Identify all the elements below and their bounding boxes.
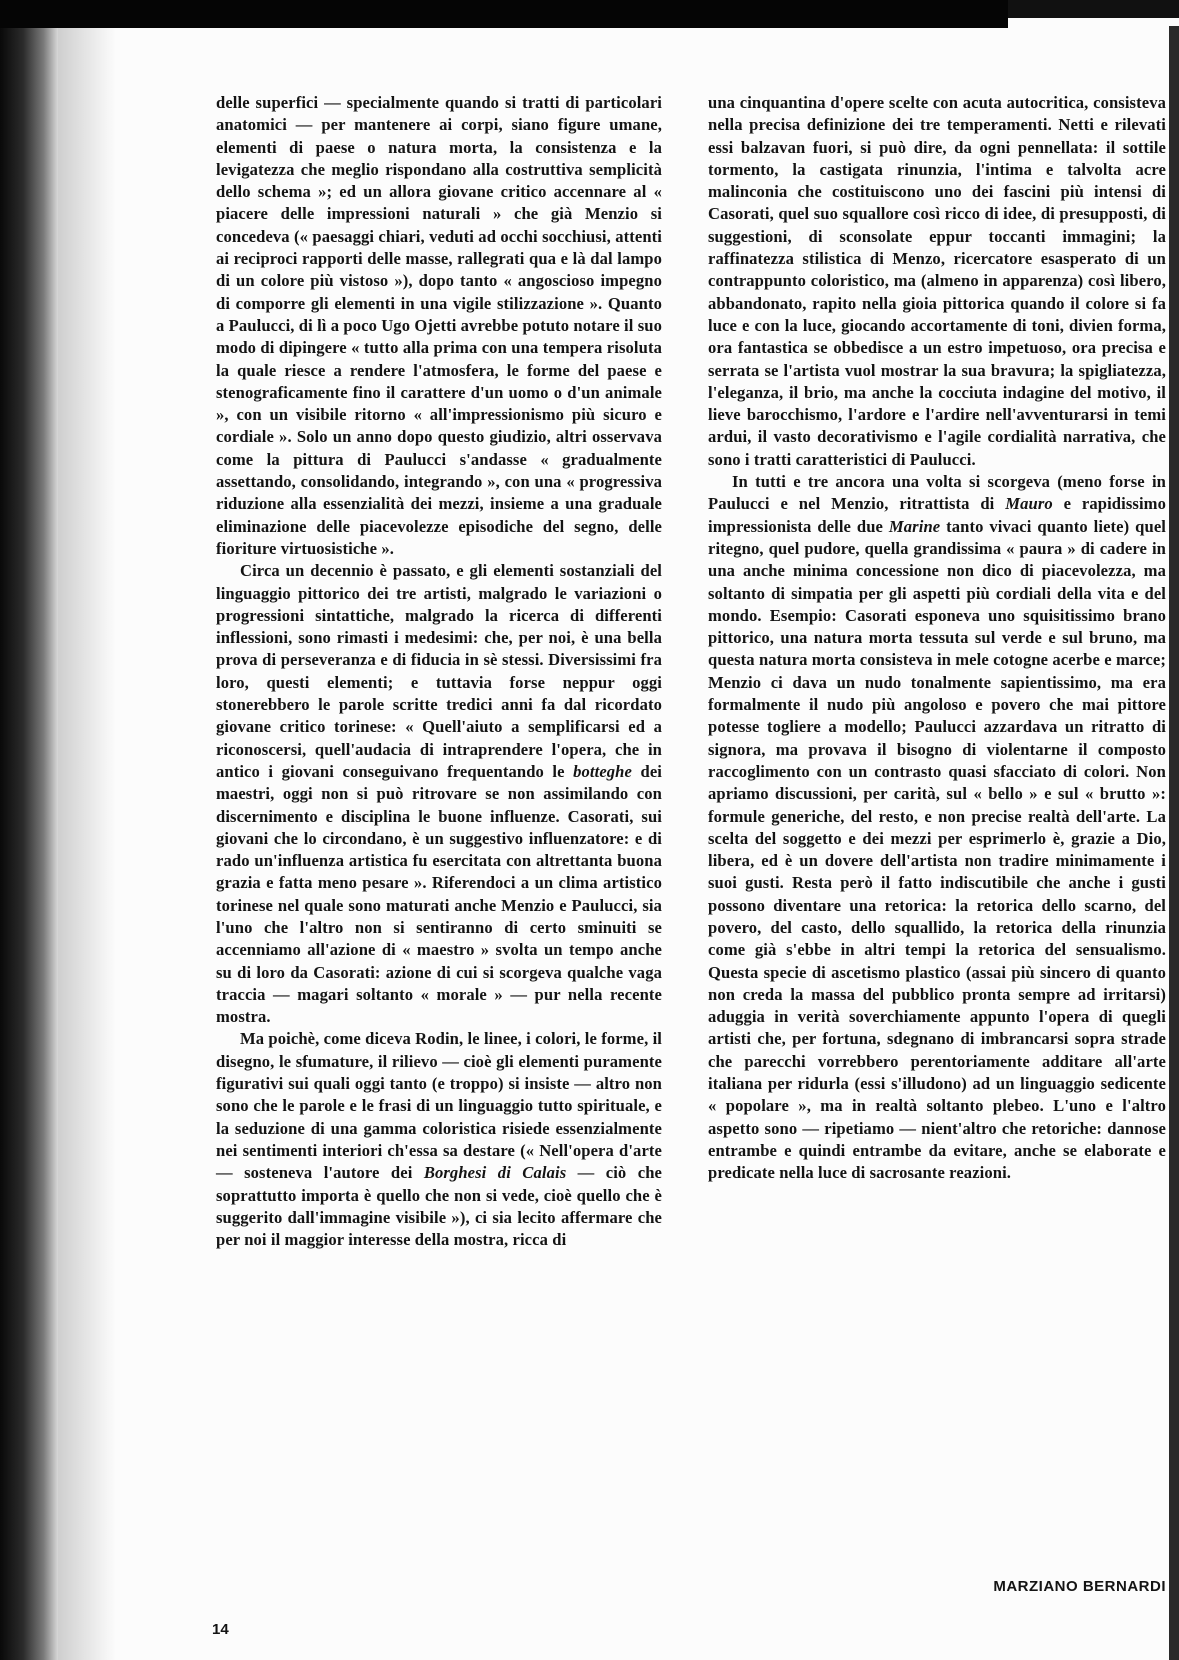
book-gutter-shadow xyxy=(0,28,58,1660)
left-text-column xyxy=(216,92,662,1251)
paragraph-text: Ma poichè, come diceva Rodin, le linee, i colori, le forme, il disegno, le sfumature, il rilievo — cioè gli elementi puramente figurativi sui quali oggi tanto (e troppo) si insiste — altro non sono che le parole e le frasi di un linguaggio tutto spirituale, e la seduzione di una gamma coloristica risiede essenzialmente nei sentimenti interiori ch'essa sa destare (« Nell'opera d'arte — sosteneva l'autore dei xyxy=(216,1029,662,1183)
italic-title: Borghesi di Calais xyxy=(423,1163,567,1183)
right-text-column xyxy=(708,92,1166,1185)
book-gutter-gradient xyxy=(58,28,116,1660)
paragraph xyxy=(708,471,1166,1185)
paragraph-text: — ciò che soprattutto importa è quello che non si vede, cioè quello che è suggerito dall'immagine visibile »), ci sia lecito affermare che per noi il maggior interesse della mostra, ricca di xyxy=(216,1163,662,1250)
italic-term: botteghe xyxy=(573,761,632,781)
paragraph-text: In tutti e tre ancora una volta si scorgeva (meno forse in Paulucci e nel Menzio, ritrattista di xyxy=(708,472,1166,514)
italic-title: Mauro xyxy=(1005,494,1053,514)
scan-top-border xyxy=(0,0,1008,28)
paragraph xyxy=(708,92,1166,471)
paragraph-text: dei maestri, oggi non si può ritrovare se non assimilando con discernimento e disciplina le buone influenze. Casorati, sui giovani che lo circondano, è un suggestivo influenzatore: e di rado un'influenza artistica fu esercitata con altrettanta buona grazia e fatta meno pesare ». Riferendoci a un clima artistico torinese nel quale sono maturati anche Menzio e Paulucci, sia l'uno che l'altro non si sentiranno di certo sminuiti se accenniamo all'azione di « maestro » svolta un tempo anche su di loro da Casorati: azione di cui si scorgeva qualche vaga traccia — magari soltanto « morale » — pur nella recente mostra. xyxy=(216,761,662,1027)
page-number: 14 xyxy=(212,1621,229,1638)
paragraph-text: e rapidissimo impressionista delle due xyxy=(708,494,1166,536)
paragraph xyxy=(216,92,662,560)
italic-title: Marine xyxy=(888,516,941,536)
paragraph-text: tanto vivaci quanto liete) quel ritegno, quel pudore, quella grandissima « paura » di cadere in una anche minima concessione non dico di piacevolezza, ma soltanto di simpatia per gli aspetti più cordiali della vita e del mondo. Esempio: Casorati esponeva uno squisitissimo brano pittorico, una natura morta tessuta sul verde e sul bruno, ma questa natura morta consisteva in mele cotogne acerbe e marce; Menzio ci dava un nudo tonalmente sapientissimo, ma era formalmente il nudo più angoloso e povero che mai pittore potesse togliere a modello; Paulucci azzardava un ritratto di signora, ma provava il bisogno di violentarne il composto raccoglimento con un contrasto quasi sfacciato di colori. Non apriamo discussioni, per carità, sul « bello » e sul « brutto »: formule generiche, del resto, e non precise realtà dell'arte. La scelta del soggetto e dei mezzi per esprimerlo è, grazie a Dio, libera, ed è un dovere dell'artista non tradire minimamente i suoi gusti. Resta però il fatto indiscutibile che anche i gusti possono diventare una retorica: la retorica dello scarno, del povero, del casto, dello squallido, la retorica della rinunzia come già s'ebbe in altri tempi la retorica del sensualismo. Questa specie di ascetismo plastico (assai più sincero di quanto non creda la massa del pubblico pronta sempre ad irritarsi) aduggia in verità soverchiamente appunto l'opera di quegli artisti che, per fortuna, sdegnano di imbrancarsi sopra strade che parecchi vorrebbero perentoriamente additare all'arte italiana per ridurla (essi s'illudono) ad un linguaggio sedicente « popolare », ma in realtà soltanto plebeo. L'uno e l'altro aspetto sono — ripetiamo — nient'altro che retoriche: dannose entrambe e quindi entrambe da evitare, anche se elaborate e predicate nella luce di sacrosante reazioni. xyxy=(708,516,1166,1183)
scan-right-border xyxy=(1169,26,1179,1660)
paragraph-text: una cinquantina d'opere scelte con acuta autocritica, consisteva nella precisa definizione dei tre temperamenti. Netti e rilevati essi balzavan fuori, si può dire, da ogni pennellata: il sottile tormento, la castigata rinunzia, l'intima e talvolta acre malinconia che costituiscono uno dei fascini più intensi di Casorati, quel suo squallore così ricco di idee, di presupposti, di suggestioni, di sconsolate eppur toccanti immagini; la raffinatezza stilistica di Menzo, ricercatore esasperato di un contrappunto coloristico, ma (almeno in apparenza) così libero, abbandonato, rapito nella gioia pittorica quando il colore si fa luce e con la luce, giocando accortamente di toni, divien forma, ora fantastica se obbedisce a un estro impetuoso, ora precisa e serrata se l'artista vuol mostrar la sua bravura; la spigliatezza, l'eleganza, il brio, ma anche la cocciuta indagine del motivo, il lieve barocchismo, l'ardore e l'ardire nell'avventurarsi in temi ardui, il vasto decorativismo e l'agile cordialità narrativa, che sono i tratti caratteristici di Paulucci. xyxy=(708,93,1166,469)
paragraph-text: delle superfici — specialmente quando si tratti di particolari anatomici — per mantenere ai corpi, siano figure umane, elementi di paese o natura morta, la consistenza e la levigatezza che meglio rispondano alla costruttiva semplicità dello schema »; ed un allora giovane critico accennare al « piacere delle impressioni naturali » che già Menzio si concedeva (« paesaggi chiari, veduti ad occhi socchiusi, attenti ai reciproci rapporti delle masse, rallegrati qua e là dal lampo di un colore più vistoso »), dopo tanto « angoscioso impegno di comporre gli elementi in una vigile stilizzazione ». Quanto a Paulucci, di lì a poco Ugo Ojetti avrebbe potuto notare il suo modo di dipingere « tutto alla prima con una tempera risoluta la quale riesce a rendere l'atmosfera, le forme del paese e stenograficamente fino il carattere d'un uomo o d'un animale », con un visibile ritorno « all'impressionismo più sicuro e cordiale ». Solo un anno dopo questo giudizio, altri osservava come la pittura di Paulucci s'andasse « gradualmente assettando, consolidando, integrando », con una « progressiva riduzione alla essenzialità dei mezzi, insieme a una graduale eliminazione delle piacevolezze episodiche del segno, delle fioriture virtuosistiche ». xyxy=(216,93,662,558)
paragraph-text: Circa un decennio è passato, e gli elementi sostanziali del linguaggio pittorico dei tre artisti, malgrado le variazioni o progressioni sintattiche, malgrado la ricerca di differenti inflessioni, sono rimasti i medesimi: che, per noi, è una bella prova di perseveranza e di fiducia in sè stessi. Diversissimi fra loro, questi elementi; e tuttavia forse neppur oggi stonerebbero le parole scritte tredici anni fa dal ricordato giovane critico torinese: « Quell'aiuto a semplificarsi ed a riconoscersi, quell'audacia di intraprendere l'opera, che in antico i giovani conseguivano frequentando le xyxy=(216,561,662,781)
scan-top-border-right xyxy=(1008,0,1179,18)
paragraph xyxy=(216,560,662,1028)
paragraph xyxy=(216,1028,662,1251)
author-signature: MARZIANO BERNARDI xyxy=(993,1578,1166,1595)
